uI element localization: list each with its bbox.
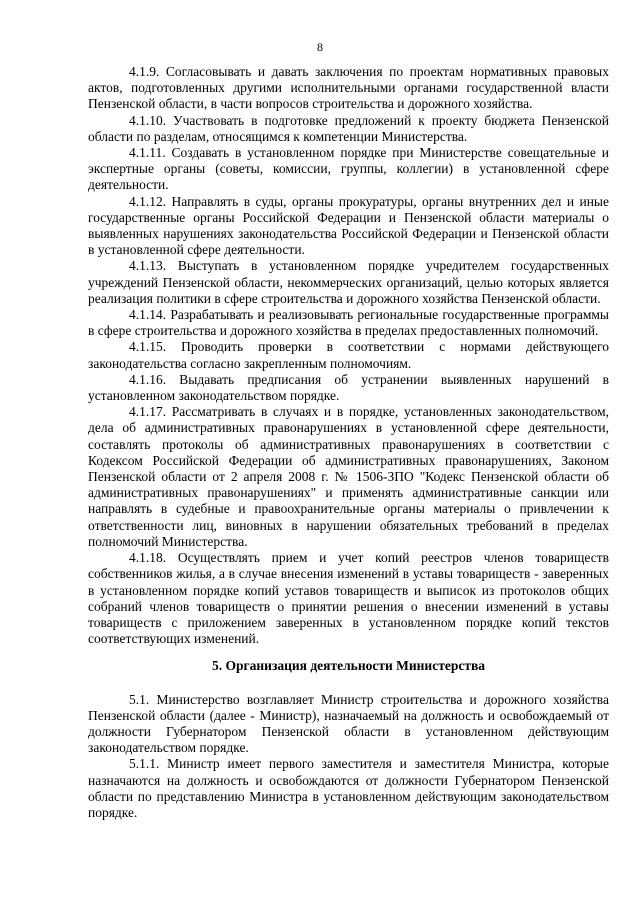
paragraph-4-1-11: 4.1.11. Создавать в установленном порядке при Министерстве совещательные и экспертные органы (советы, комиссии, группы, коллегии) в установленной сфере деятельности. — [88, 145, 609, 193]
paragraph-4-1-16: 4.1.16. Выдавать предписания об устранении выявленных нарушений в установленном законодательством порядке. — [88, 371, 609, 404]
paragraph-4-1-10: 4.1.10. Участвовать в подготовке предложений к проекту бюджета Пензенской области по разделам, относящимся к компетенции Министерства. — [88, 112, 609, 144]
section-title: 5. Организация деятельности Министерства — [212, 658, 485, 674]
paragraph-4-1-14: 4.1.14. Разрабатывать и реализовывать региональные государственные программы в сфере строительства и дорожного хозяйства в пределах предоставленных полномочий. — [88, 307, 609, 339]
page-number: 8 — [317, 40, 323, 54]
paragraph-4-1-17: 4.1.17. Рассматривать в случаях и в порядке, установленных законодательством, дела об административных правонарушениях в установленной сфере деятельности, составлять протоколы об административных правонарушениях в соответствии с Кодексом Российской Федерации об административных правонарушениях, Законом Пензенской области от 2 апреля 2008 г. № 1506-ЗПО "Кодекс Пензенской области об административных правонарушениях" и применять административные санкции или направлять в судебные и правоохранительные органы материалы о привлечении к ответственности лиц, виновных в нарушении обязательных требований в пределах полномочий Министерства. — [88, 404, 609, 549]
paragraph-4-1-15: 4.1.15. Проводить проверки в соответствии с нормами действующего законодательства согласно закрепленным полномочиям. — [88, 339, 609, 371]
paragraph-4-1-9: 4.1.9. Согласовывать и давать заключения по проектам нормативных правовых актов, подготовленных другими исполнительными органами государственной власти Пензенской области, в части вопросов строительства и дорожного хозяйства. — [88, 64, 609, 112]
paragraph-4-1-12: 4.1.12. Направлять в суды, органы прокуратуры, органы внутренних дел и иные государственные органы Российской Федерации и Пензенской области материалы о выявленных нарушениях законодательства Российской Федерации и Пензенской области в установленной сфере деятельности. — [88, 193, 609, 258]
paragraph-4-1-18: 4.1.18. Осуществлять прием и учет копий реестров членов товариществ собственников жилья, а в случае внесения изменений в уставы товариществ - заверенных в установленном порядке копий уставов товариществ и выписок из протоколов общих собраний членов товариществ о принятии решения о внесении изменений в уставы товариществ с приложением заверенных в установленном порядке копий текстов соответствующих изменений. — [88, 550, 609, 647]
paragraph-5-1: 5.1. Министерство возглавляет Министр строительства и дорожного хозяйства Пензенской области (далее - Министр), назначаемый на должность и освобождаемый от должности Губернатором Пензенской области в установленном действующим законодательством порядке. — [88, 691, 609, 756]
paragraph-4-1-13: 4.1.13. Выступать в установленном порядке учредителем государственных учреждений Пензенской области, некоммерческих организаций, целью которых является реализация политики в сфере строительства и дорожного хозяйства Пензенской области. — [88, 258, 609, 306]
paragraph-5-1-1: 5.1.1. Министр имеет первого заместителя и заместителя Министра, которые назначаются на должность и освобождаются от должности Губернатором Пензенской области по представлению Министра в установленном действующим законодательством порядке. — [88, 756, 609, 820]
document-body — [88, 64, 609, 821]
